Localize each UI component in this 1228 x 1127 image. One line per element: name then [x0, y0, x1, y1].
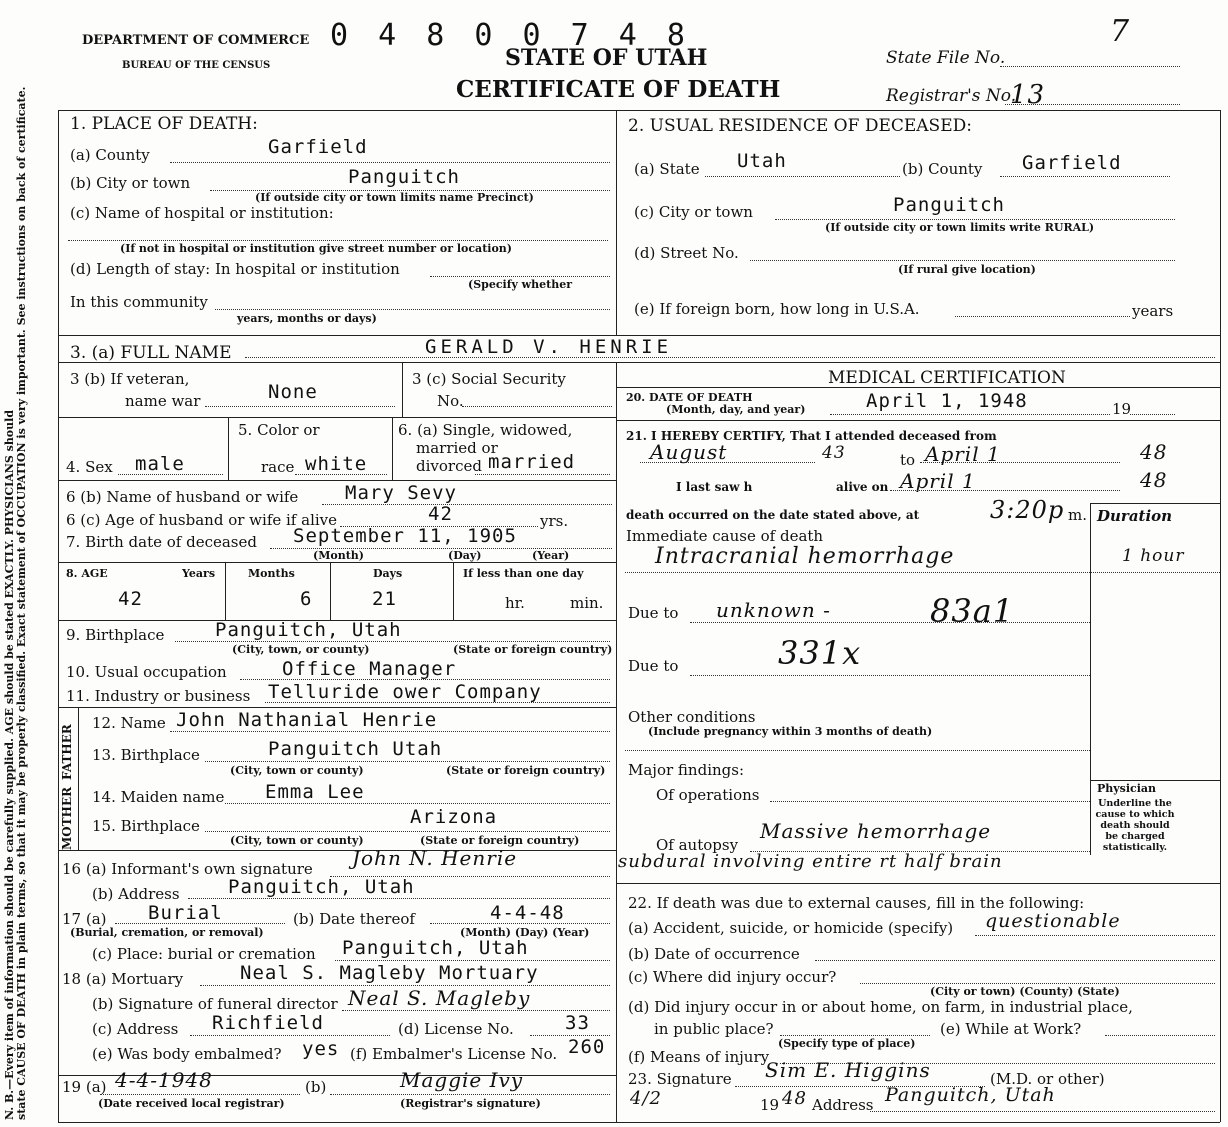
side-instructions [3, 86, 46, 1120]
pod-county-label: (a) County [70, 146, 150, 164]
days-label: Days [373, 567, 403, 580]
accident-label: (a) Accident, suicide, or homicide (specify) [628, 919, 954, 937]
funeral-director-label: (b) Signature of funeral director [92, 995, 338, 1013]
hr-label: hr. [505, 594, 525, 612]
spouse-label: 6 (b) Name of husband or wife [66, 488, 299, 506]
place-of-death-heading: 1. PLACE OF DEATH: [70, 114, 258, 134]
full-name: GERALD V. HENRIE [425, 336, 673, 358]
mother-name: Emma Lee [265, 781, 365, 803]
pod-city-label: (b) City or town [70, 174, 191, 192]
signature-label: 23. Signature [628, 1070, 732, 1088]
immediate-cause: Intracranial hemorrhage [655, 544, 955, 569]
corner-mark: 7 [1110, 14, 1131, 49]
side-note-top: N. B.—Every item of information should be carefully supplied. AGE should be stated EXACTLY. PHYSICIANS should [3, 409, 16, 1120]
pod-city-note: (If outside city or town limits name Precinct) [255, 191, 534, 204]
disposition-date-label: (b) Date thereof [293, 910, 415, 928]
sex-label: 4. Sex [66, 458, 113, 476]
father-name: John Nathanial Henrie [176, 709, 438, 731]
mother-birthplace: Arizona [410, 806, 498, 828]
industry-label: 11. Industry or business [66, 687, 251, 705]
medical-heading: MEDICAL CERTIFICATION [828, 368, 1066, 388]
pod-community-label: In this community [70, 293, 208, 311]
pod-stay-note: (Specify whether [468, 278, 573, 291]
age-label: 8. AGE [66, 567, 108, 580]
md-label: (M.D. or other) [990, 1070, 1105, 1088]
received-label: 19 (a) [62, 1078, 107, 1096]
disposition: Burial [148, 902, 223, 924]
bureau-label: BUREAU OF THE CENSUS [122, 60, 271, 71]
embalmed-label: (e) Was body embalmed? [92, 1045, 282, 1063]
birthplace-label: 9. Birthplace [66, 626, 165, 644]
father-birthplace: Panguitch Utah [268, 738, 443, 760]
pod-stay-label: (d) Length of stay: In hospital or institution [70, 260, 400, 278]
duration-label: Duration [1097, 507, 1173, 525]
pod-hospital-label: (c) Name of hospital or institution: [70, 204, 334, 222]
funeral-director-signature: Neal S. Magleby [348, 986, 531, 1010]
physician-signature: Sim E. Higgins [765, 1058, 931, 1082]
death-time: 3:20p [990, 496, 1065, 524]
mother-birthplace-label: 15. Birthplace [92, 817, 200, 835]
last-saw-year: 48 [1140, 468, 1168, 492]
ssn-label-2: No. [437, 392, 464, 410]
death-date-suffix: 19 [1112, 400, 1132, 418]
department-label: DEPARTMENT OF COMMERCE [82, 33, 310, 48]
signature-year-label: 19 [760, 1096, 780, 1114]
occupation-label: 10. Usual occupation [66, 663, 227, 681]
last-saw-label: I last saw h [676, 480, 753, 494]
state-file-label: State File No. [886, 48, 1006, 68]
certify-label: 21. I HEREBY CERTIFY, That I attended deceased from [626, 429, 997, 443]
occurrence-label: (b) Date of occurrence [628, 945, 800, 963]
age-months: 6 [300, 588, 313, 610]
mortuary-label: 18 (a) Mortuary [62, 970, 184, 988]
means-label: (f) Means of injury [628, 1048, 770, 1066]
disposition-date: 4-4-48 [490, 902, 565, 924]
birthplace-note-2: (State or foreign country) [453, 643, 613, 656]
due-to-1: unknown - [716, 598, 831, 622]
pod-hospital-note: (If not in hospital or institution give street number or location) [120, 242, 512, 255]
signature-date: 4/2 [630, 1088, 662, 1109]
attended-to: April 1 [925, 442, 1001, 466]
accident: questionable [985, 910, 1121, 932]
license: 33 [565, 1012, 590, 1034]
informant-sig-label: 16 (a) Informant's own signature [62, 860, 313, 878]
physician-note: Underline the cause to which death should be charged statistically. [1095, 798, 1175, 853]
mother-bp-note-1: (City, town or county) [230, 834, 364, 847]
signature-address-label: Address [812, 1096, 874, 1114]
immediate-cause-label: Immediate cause of death [626, 527, 824, 545]
res-city: Panguitch [893, 194, 1005, 216]
embalmer-license-label: (f) Embalmer's License No. [350, 1045, 558, 1063]
res-city-label: (c) City or town [634, 203, 753, 221]
res-state-label: (a) State [634, 160, 700, 178]
mother-name-label: 14. Maiden name [92, 788, 225, 806]
attended-to-year: 48 [1140, 440, 1168, 464]
death-date-note: (Month, day, and year) [666, 403, 806, 416]
mother-tag: MOTHER [60, 786, 74, 850]
cause-code-1: 83a1 [930, 592, 1015, 630]
ssn-label-1: 3 (c) Social Security [412, 370, 566, 388]
disposition-label: 17 (a) [62, 910, 107, 928]
sex: male [135, 453, 185, 475]
autopsy-finding-2: subdural involving entire rt half brain [618, 851, 1003, 872]
bd-year-note: (Year) [532, 549, 570, 562]
color-label: 5. Color or [238, 421, 320, 439]
burial-place-label: (c) Place: burial or cremation [92, 945, 316, 963]
informant-address: Panguitch, Utah [228, 876, 415, 898]
serial-number: 0 4 8 0 0 7 4 8 [330, 18, 691, 53]
spouse-age: 42 [428, 503, 453, 525]
duration: 1 hour [1122, 546, 1185, 566]
signature-address: Panguitch, Utah [885, 1084, 1056, 1106]
spouse-age-label: 6 (c) Age of husband or wife if alive [66, 511, 338, 529]
last-saw-date: April 1 [900, 469, 976, 493]
veteran: None [268, 381, 318, 403]
veteran-label-1: 3 (b) If veteran, [70, 370, 190, 388]
age-years: 42 [118, 588, 143, 610]
autopsy-finding-1: Massive hemorrhage [760, 819, 992, 843]
due-to-2: 331x [778, 634, 862, 672]
disposition-date-note: (Month) (Day) (Year) [460, 926, 590, 939]
age-days: 21 [372, 588, 397, 610]
death-time-suffix: m. [1068, 506, 1087, 524]
marital-label-3: divorced [416, 457, 482, 475]
death-date: April 1, 1948 [866, 390, 1028, 412]
embalmer-license: 260 [568, 1036, 606, 1058]
registrar-number: 13 [1010, 80, 1046, 110]
spouse: Mary Sevy [345, 482, 457, 504]
res-street-label: (d) Street No. [634, 244, 739, 262]
physician-note-title: Physician [1097, 782, 1157, 795]
industry: Telluride ower Company [268, 681, 542, 703]
res-foreign-label: (e) If foreign born, how long in U.S.A. [634, 300, 920, 318]
birthplace: Panguitch, Utah [215, 619, 402, 641]
spouse-age-unit: yrs. [540, 512, 569, 530]
death-date-label: 20. DATE OF DEATH [626, 391, 753, 404]
res-city-note: (If outside city or town limits write RURAL) [825, 221, 1095, 234]
registrar-sig-label: (b) [305, 1078, 327, 1096]
due-to-label-1: Due to [628, 604, 679, 622]
attended-from: August [650, 440, 728, 464]
res-county-label: (b) County [902, 160, 983, 178]
home-note: (Specify type of place) [778, 1037, 916, 1050]
father-birthplace-label: 13. Birthplace [92, 746, 200, 764]
mortuary-address: Richfield [212, 1012, 324, 1034]
residence-heading: 2. USUAL RESIDENCE OF DECEASED: [628, 116, 972, 136]
months-label: Months [248, 567, 295, 580]
mortuary: Neal S. Magleby Mortuary [240, 962, 539, 984]
birth-date: September 11, 1905 [293, 525, 517, 547]
father-bp-note-2: (State or foreign country) [446, 764, 606, 777]
bd-day-note: (Day) [448, 549, 482, 562]
work-label: (e) While at Work? [940, 1020, 1082, 1038]
marital: married [488, 451, 576, 473]
other-conditions-note: (Include pregnancy within 3 months of death) [648, 725, 933, 738]
side-note: state CAUSE OF DEATH in plain terms, so that it may be properly classified. Exact statement of OCCUPATION is very important. See instructions on back of certificate. [15, 86, 28, 1120]
where-label: (c) Where did injury occur? [628, 968, 837, 986]
operations-label: Of operations [656, 786, 760, 804]
last-saw-mid: alive on [836, 480, 889, 494]
birthplace-note-1: (City, town, or county) [232, 643, 370, 656]
registrar-signature: Maggie Ivy [400, 1068, 524, 1092]
res-foreign-suffix: years [1132, 302, 1174, 320]
state-title: STATE OF UTAH [505, 45, 708, 71]
full-name-label: 3. (a) FULL NAME [70, 343, 232, 363]
res-state: Utah [737, 150, 787, 172]
race: white [305, 453, 368, 475]
occupation: Office Manager [282, 658, 457, 680]
years-label: Years [182, 567, 216, 580]
burial-place: Panguitch, Utah [342, 937, 529, 959]
marital-label-2: married or [416, 439, 498, 457]
less-than-day-label: If less than one day [463, 567, 584, 580]
pod-county: Garfield [268, 136, 368, 158]
marital-label-1: 6. (a) Single, widowed, [398, 421, 573, 439]
attended-from-year: 43 [822, 443, 846, 463]
external-causes-label: 22. If death was due to external causes, fill in the following: [628, 894, 1085, 912]
informant-address-label: (b) Address [92, 885, 180, 903]
mortuary-address-label: (c) Address [92, 1020, 179, 1038]
pod-city: Panguitch [348, 166, 460, 188]
registrar-sig-note: (Registrar's signature) [400, 1097, 541, 1110]
disposition-note: (Burial, cremation, or removal) [70, 926, 264, 939]
received-note: (Date received local registrar) [98, 1097, 285, 1110]
to-label: to [900, 451, 916, 469]
father-tag: FATHER [60, 724, 74, 780]
occurred-label: death occurred on the date stated above, at [626, 508, 920, 522]
other-conditions-label: Other conditions [628, 708, 756, 726]
bd-month-note: (Month) [313, 549, 364, 562]
res-county: Garfield [1022, 152, 1122, 174]
birth-date-label: 7. Birth date of deceased [66, 533, 257, 551]
home-label-2: in public place? [654, 1020, 774, 1038]
signature-year: 48 [782, 1088, 807, 1109]
pod-community-note: years, months or days) [237, 312, 377, 325]
certificate-title: CERTIFICATE OF DEATH [456, 76, 781, 103]
received-date: 4-4-1948 [115, 1068, 213, 1092]
res-street-note: (If rural give location) [898, 263, 1036, 276]
informant-signature: John N. Henrie [352, 846, 518, 870]
where-note: (City or town) (County) (State) [930, 985, 1120, 998]
father-bp-note-1: (City, town or county) [230, 764, 364, 777]
race-label: race [261, 458, 295, 476]
min-label: min. [570, 594, 604, 612]
embalmed: yes [302, 1038, 340, 1060]
father-name-label: 12. Name [92, 714, 166, 732]
license-label: (d) License No. [398, 1020, 514, 1038]
autopsy-label: Of autopsy [656, 836, 739, 854]
registrar-label: Registrar's No. [886, 86, 1017, 106]
veteran-label-2: name war [125, 392, 201, 410]
home-label-1: (d) Did injury occur in or about home, on farm, in industrial place, [628, 998, 1133, 1016]
due-to-label-2: Due to [628, 657, 679, 675]
mother-bp-note-2: (State or foreign country) [420, 834, 580, 847]
major-findings-label: Major findings: [628, 761, 745, 779]
